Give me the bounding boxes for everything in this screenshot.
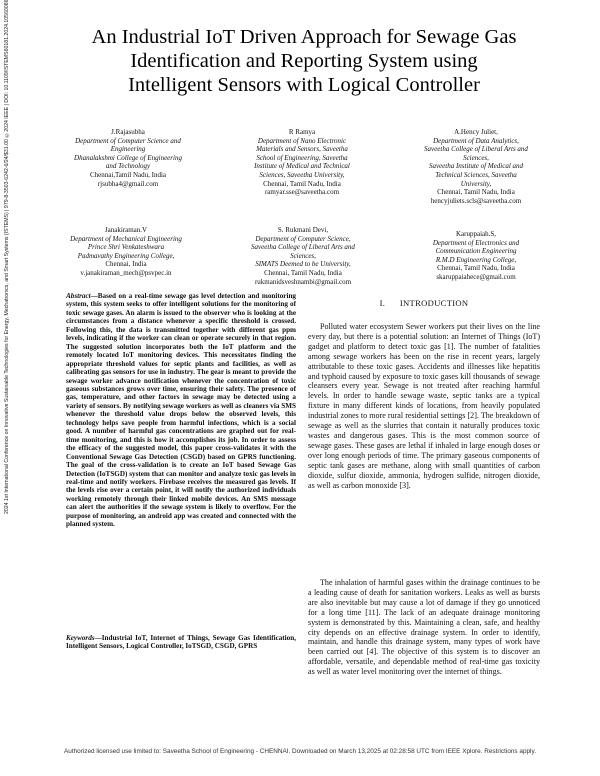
author-name: J.Rajasubha [111,128,145,136]
paper-title [48,25,560,97]
author-location: Chennai, Tamil Nadu, India [437,188,515,197]
author-name: A.Hency Juliet, [454,128,498,136]
intro-paragraph-2 [308,578,540,677]
title-line-1: An Industrial IoT Driven Approach for Sewage Gas [91,26,517,48]
author-name: Karuppaiah.S, [455,230,497,238]
author-affiliation: Department of Computer Science, [255,234,351,243]
author-affiliation: Communication Engineering [435,247,517,256]
author-affiliation: Sciences, [463,153,489,162]
author-affiliation: Technical Sciences, Saveetha [435,170,517,179]
author-block-5 [220,226,386,286]
author-affiliation: Dhanalakshmi College of Engineering [74,153,182,162]
author-affiliation: Institute of Medical and Technical [254,162,350,171]
author-block-3 [390,128,562,205]
paragraph-text: The inhalation of harmful gases within the drainage continues to be a leading cause of death for sanitation workers. Leaks as well as bursts are also inevitable but may cause a lot of damage if they go unnoticed for a long time [11]. The lack of an adequate drainage monitoring system is demonstrated by this. Maintaining a clean, safe, and healthy city depends on an effective drainage system. In order to identify, maintain, and handle this drainage system, many types of work have been carried out [4]. The objective of this system is to discover an affordable, versatile, and dependable method of real-time gas toxicity as well as water level monitoring over the internet of things. [308,578,540,677]
author-email: rjsubha4@gmail.com [97,179,159,188]
keywords-text: —Industrial IoT, Internet of Things, Sewage Gas Identification, Intelligent Sensors, Logical Controller, IoTSGD, CSGD, GPRS [66,634,296,651]
author-affiliation: Department of Nano Electronic [257,136,347,145]
license-footer: Authorized licensed use limited to: Saveetha School of Engineering - CHENNAI. Downloaded on March 13,2025 at 02:28:58 UTC from IEEE Xplore. Restrictions apply. [64,748,536,755]
keywords-label: Keywords [66,634,95,642]
author-name: Janakiraman.V [104,226,148,234]
section-number: I. [379,298,386,308]
abstract-label: Abstract [66,292,91,300]
author-block-2 [222,128,382,197]
author-location: Chennai, Tamil Nadu, India [264,268,342,277]
author-affiliation: Engineering [110,145,146,154]
author-name: S. Rukmani Devi, [277,226,329,234]
author-affiliation: Prince Shri Venkateshwara [87,243,165,252]
conference-side-note: 2024 1st International Conference on Innovative Sustainable Technologies for Energy, Mechatronics, and Smart Systems (ISTEMS) | 979-8-3503-6242-6/24/$31.00 ©2024 IEEE | DOI: 10.1109/ISTEMS60181.2024.10560086 [4,0,10,515]
title-line-2: Identification and Reporting System using [130,50,478,72]
author-affiliation: R.M.D Engineering College, [435,255,517,264]
author-affiliation: and Technology [105,162,151,171]
author-affiliation: Saveetha College of Liberal Arts and [251,243,355,252]
title-line-3: Intelligent Sensors with Logical Controller [128,74,480,96]
author-email: ramyar.sse@saveetha.com [264,188,340,197]
author-affiliation: School of Engineering, Saveetha [256,153,348,162]
author-block-4 [40,226,212,278]
abstract-text: —Based on a real-time sewage gas level detection and monitoring system, this system seeks to offer intelligent solutions for the monitoring of toxic sewage gases. An alarm is issued to the observer who is looking at the circumstances from a distance whenever a specific threshold is crossed. Following this, the data is transmitted together with different gas ppm levels, indicating if the worker can clean or operate securely in that region. The suggested solution incorporates both the IoT platform and the remotely located IoT monitoring devices. This necessitates finding the appropriate threshold values for septic plants and facilities, as well as calibrating gas sensors for use in industry. The gear is meant to provide the sewage worker advance notification whenever the concentration of toxic gaseous substances grows over time, ensuring their safety. The presence of gas, temperature, and other factors in sewage may be detected using a variety of sensors. By notifying sewage workers as well as cleaners via SMS whenever the threshold value drops below the observed levels, this technology helps save people from harmful infections, which is a social good. A number of harmful gas concentrations are graphed out for real-time monitoring, and this is how it accomplishes its job. In order to assess the efficacy of the suggested model, this paper cross-validates it with the Conventional Sewage Gas Detection (CSGD) based on GPRS functioning. The goal of the cross-validation is to create an IoT based Sewage Gas Detection (IoTSGD) system that can monitor and analyze toxic gas levels in real-time and notify workers. Firebase receives the measured gas levels. If the levels rise over a certain point, it will notify the authorized individuals working remotely through their linked mobile devices. An SMS message can alert the authorities if the sewage system is likely to overflow. For the purpose of monitoring, an android app was created and connected with the planned system. [66,292,296,529]
section-title: INTRODUCTION [399,298,469,308]
author-affiliation: Materials and Sensors, Saveetha [256,145,348,154]
author-affiliation: Sciences, Saveetha University, [259,170,345,179]
author-affiliation: Department of Mechanical Engineering [70,234,182,243]
abstract [66,292,296,529]
author-block-6 [396,230,556,282]
author-affiliation: Sciences, [290,251,316,260]
author-block-1 [48,128,208,188]
author-name: R Ramya [288,128,316,136]
author-email: rukmanidsveshnambi@gmail.com [254,277,352,286]
author-location: Chennai, India [105,260,147,269]
author-location: Chennai,Tamil Nadu, India [89,170,167,179]
intro-paragraph-1 [308,322,540,490]
author-affiliation: Saveetha Institute of Medical and [428,162,524,171]
author-location: Chennai, Tamil Nadu, India [263,179,341,188]
author-email: v.janakiraman_mech@psvpec.in [80,268,172,277]
section-heading [308,298,540,308]
author-email: skaruppaiahece@gmail.com [436,272,516,281]
author-affiliation: Department of Electronics and [432,238,520,247]
author-affiliation: Padmavathy Engineering College, [77,251,175,260]
paragraph-text: Polluted water ecosystem Sewer workers put their lives on the line every day, but there is a potential solution: an Internet of Things (IoT) gadget and platform to detect toxic gas [1]. The number of fatalities among sewage workers has been on the rise in recent years, largely attributable to these toxic gases. Accidents and illnesses like hepatitis and typhoid caused by exposure to toxic gases kill thousands of sewage cleansers every year. Sewage is not treated after reaching harmful levels. In order to handle sewage waste, septic tanks are a typical fixture in many different kinds of locations, from heavily populated industrial zones to more rural residential settings [2]. The breakdown of sewage as well as the slurries that contain it naturally produces toxic wastes and dangerous gases. This is the most common source of sewage gases. These gases are lethal if inhaled in large enough doses or over long enough periods of time. The primary gaseous components of septic tank gases are methane, along with small quantities of carbon dioxide, sulfur dioxide, ammonia, hydrogen sulfide, nitrogen dioxide, as well as carbon monoxide [3]. [308,322,540,490]
author-affiliation: Saveetha College of Liberal Arts and [424,145,528,154]
keywords [66,634,296,651]
author-affiliation: University, [460,179,492,188]
author-affiliation: SIMATS Deemed to be University, [255,260,351,269]
author-location: Chennai, Tamil Nadu, India [437,264,515,273]
author-affiliation: Department of Computer Science and [75,136,181,145]
author-email: hencyjuliets.scls@saveetha.com [430,196,522,205]
author-affiliation: Department of Data Analytics, [433,136,519,145]
